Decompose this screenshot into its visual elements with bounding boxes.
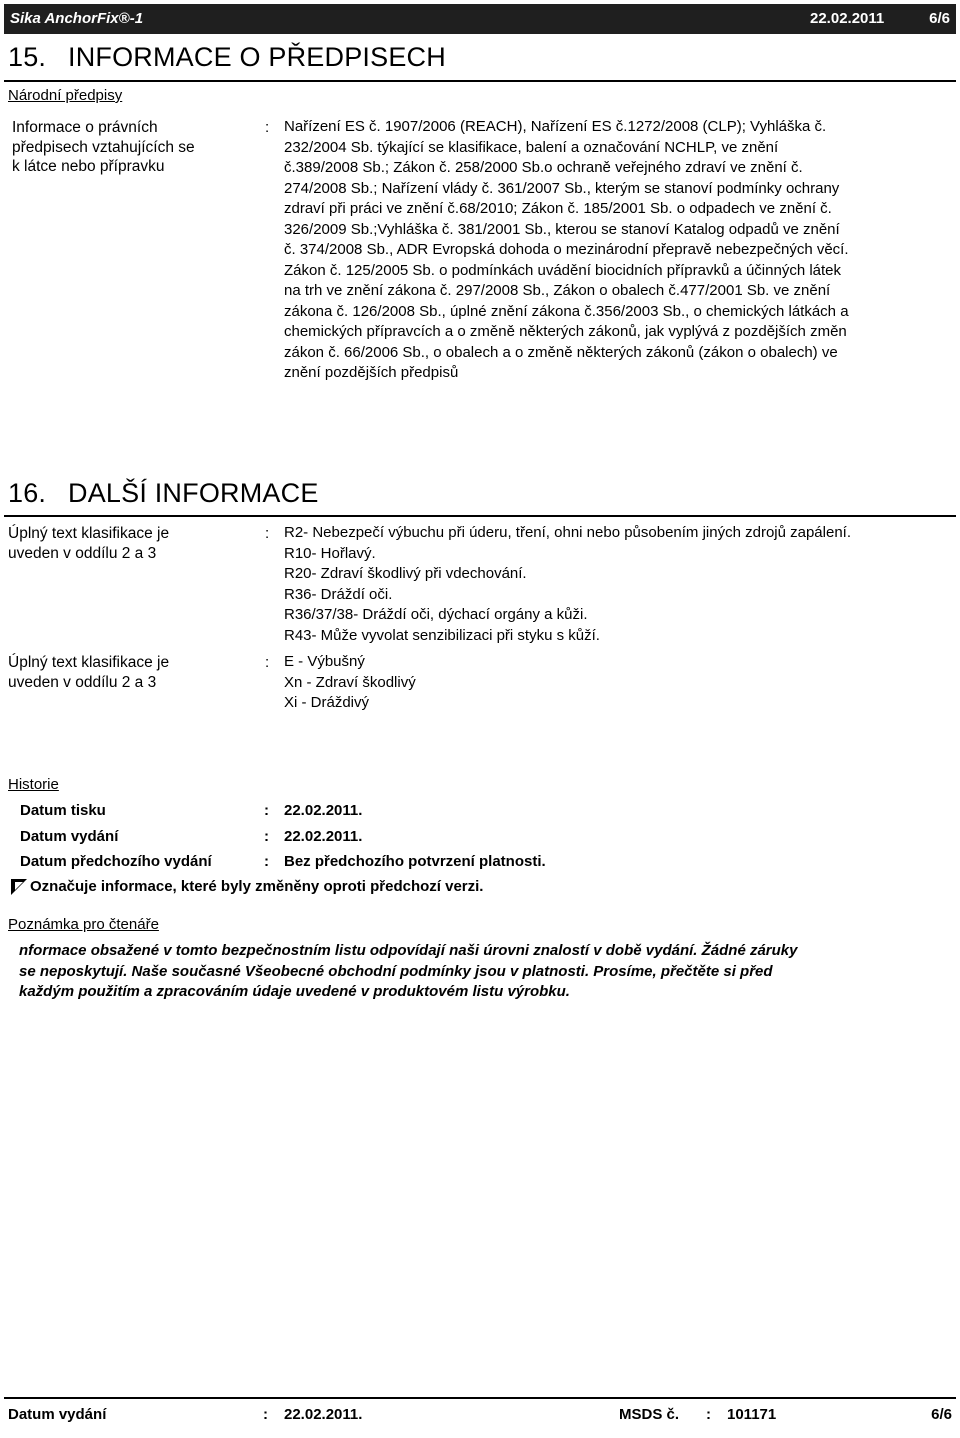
hazard-symbols xyxy=(284,652,956,714)
hazard-symbol-text: Xi - Dráždivý xyxy=(284,694,370,711)
note-line: nformace obsažené v tomto bezpečnostním listu odpovídají naši úrovni znalostí v době vydání. Žádné záruky xyxy=(19,942,798,959)
label-line: Úplný text klasifikace je xyxy=(8,525,170,542)
footer-divider xyxy=(4,1397,956,1399)
text-line: 274/2008 Sb.; Nařízení vlády č. 361/2007 Sb., kterým se stanoví podmínky ochrany xyxy=(284,179,840,197)
field-colon: : xyxy=(265,654,270,671)
footer-msds-label: MSDS č. xyxy=(619,1406,680,1423)
text-line: zákon č. 66/2006 Sb., o obalech a o změně některých zákonů (zákon o obalech) ve xyxy=(284,343,838,361)
section-number: 15. xyxy=(8,42,47,72)
history-label: Datum předchozího vydání xyxy=(20,853,212,870)
label-line: uveden v oddílu 2 a 3 xyxy=(8,544,157,562)
section-divider xyxy=(4,80,956,82)
classification-label xyxy=(8,653,248,692)
footer-issue-label: Datum vydání xyxy=(8,1406,107,1423)
history-colon: : xyxy=(264,802,269,819)
label-line: k látce nebo přípravku xyxy=(12,158,165,175)
change-note: Označuje informace, které byly změněny oproti předchozí verzi. xyxy=(30,878,484,895)
regulation-label xyxy=(12,118,252,177)
text-line: na trh ve znění zákona č. 297/2008 Sb., Zákon o obalech č.477/2001 Sb. ve znění xyxy=(284,282,831,299)
label-line: Informace o právních xyxy=(12,119,158,136)
classification-label xyxy=(8,524,248,563)
footer-colon: : xyxy=(706,1406,711,1423)
history-label: Datum tisku xyxy=(20,802,106,819)
history-label: Datum vydání xyxy=(20,828,119,845)
section-divider xyxy=(4,515,956,517)
subheading-national-regulations: Národní předpisy xyxy=(8,87,123,104)
r-phrases xyxy=(284,523,956,646)
label-line: uveden v oddílu 2 a 3 xyxy=(8,673,157,691)
regulation-text xyxy=(284,117,956,384)
text-line: č. 374/2008 Sb., ADR Evropská dohoda o mezinárodní přepravě nebezpečných věcí. xyxy=(284,241,849,258)
history-value: 22.02.2011. xyxy=(284,828,363,845)
hazard-symbol-text: E - Výbušný xyxy=(284,653,365,670)
reader-note-heading: Poznámka pro čtenáře xyxy=(8,916,159,933)
section-number: 16. xyxy=(8,478,47,508)
header-date: 22.02.2011 xyxy=(810,10,885,27)
text-line: Nařízení ES č. 1907/2006 (REACH), Nařízení ES č.1272/2008 (CLP); Vyhláška č. xyxy=(284,118,827,135)
history-value: 22.02.2011. xyxy=(284,802,363,819)
footer-colon: : xyxy=(263,1406,268,1423)
history-row xyxy=(0,853,960,879)
section-15-title xyxy=(8,42,446,73)
history-colon: : xyxy=(264,828,269,845)
change-marker-icon xyxy=(10,878,28,896)
note-line: se neposkytují. Naše současné Všeobecné obchodní podmínky jsou v platnosti. Prosíme, přečtěte si před xyxy=(19,962,773,980)
r-phrase: R36- Dráždí oči. xyxy=(284,585,393,603)
field-colon: : xyxy=(265,525,270,542)
document-footer xyxy=(0,1406,960,1428)
section-heading: DALŠÍ INFORMACE xyxy=(68,478,319,508)
history-row xyxy=(0,802,960,828)
text-line: chemických přípravcích a o změně některých zákonů, jak vyplývá z pozdějších změn xyxy=(284,323,847,340)
section-heading: INFORMACE O PŘEDPISECH xyxy=(68,42,446,72)
reader-note-text xyxy=(19,941,949,1003)
history-colon: : xyxy=(264,853,269,870)
r-phrase: R36/37/38- Dráždí oči, dýchací orgány a kůži. xyxy=(284,606,588,623)
hazard-symbol-text: Xn - Zdraví škodlivý xyxy=(284,673,416,691)
footer-page: 6/6 xyxy=(931,1406,952,1423)
text-line: Zákon č. 125/2005 Sb. o podmínkách uvádění biocidních přípravků a účinných látek xyxy=(284,261,842,279)
r-phrase: R20- Zdraví škodlivý při vdechování. xyxy=(284,565,527,582)
r-phrase: R10- Hořlavý. xyxy=(284,544,376,562)
section-16-title xyxy=(8,478,319,509)
text-line: zákona č. 126/2008 Sb., úplné znění zákona č.356/2003 Sb., o chemických látkách a xyxy=(284,302,849,320)
footer-issue-date: 22.02.2011. xyxy=(284,1406,363,1423)
label-line: předpisech vztahujících se xyxy=(12,138,195,156)
history-row xyxy=(0,828,960,854)
document-header xyxy=(4,4,956,34)
text-line: 326/2009 Sb.;Vyhláška č. 381/2001 Sb., kterou se stanoví Katalog odpadů ve znění xyxy=(284,220,840,238)
label-line: Úplný text klasifikace je xyxy=(8,654,170,671)
field-colon: : xyxy=(265,119,270,136)
text-line: znění pozdějších předpisů xyxy=(284,364,459,381)
note-line: každým použitím a zpracováním údaje uvedené v produktovém listu výrobku. xyxy=(19,983,570,1000)
footer-msds-number: 101171 xyxy=(727,1406,777,1423)
product-name: Sika AnchorFix®-1 xyxy=(10,10,144,27)
text-line: zdraví při práci ve znění č.68/2010; Zákon č. 185/2001 Sb. o odpadech ve znění č. xyxy=(284,200,832,217)
text-line: č.389/2008 Sb.; Zákon č. 258/2000 Sb.o ochraně veřejného zdraví ve znění č. xyxy=(284,159,803,176)
r-phrase: R43- Může vyvolat senzibilizaci při styku s kůží. xyxy=(284,626,600,644)
history-value: Bez předchozího potvrzení platnosti. xyxy=(284,853,546,870)
r-phrase: R2- Nebezpečí výbuchu při úderu, tření, ohni nebo působením jiných zdrojů zapálení. xyxy=(284,524,852,541)
text-line: 232/2004 Sb. týkající se klasifikace, balení a označování NCHLP, ve znění xyxy=(284,138,779,156)
header-page: 6/6 xyxy=(929,10,950,27)
history-heading: Historie xyxy=(8,776,59,793)
